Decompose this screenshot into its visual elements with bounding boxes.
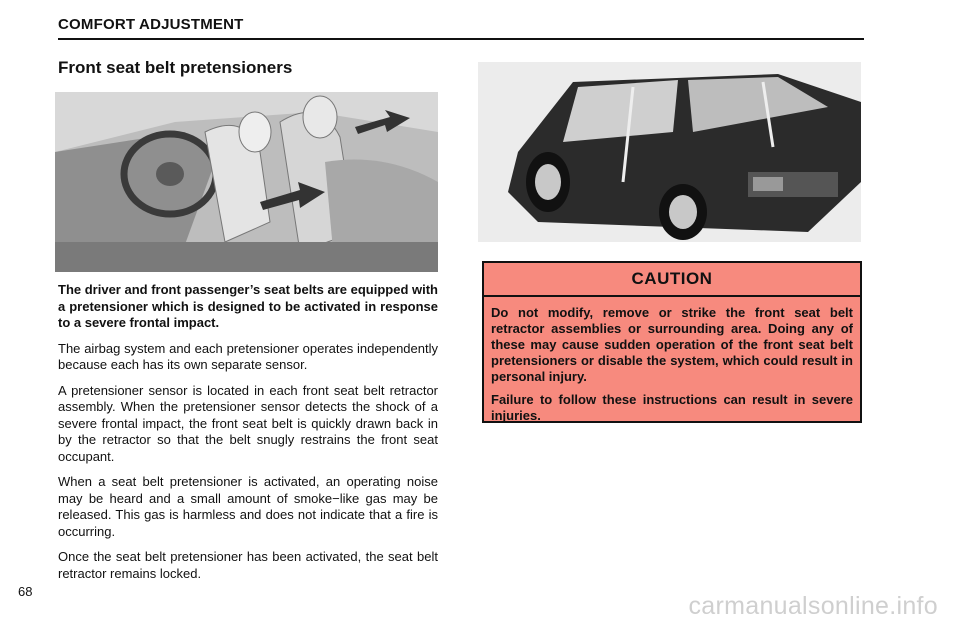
paragraph-activation-noise: When a seat belt pretensioner is activated, an operating noise may be heard and a small amount of smoke−like gas may be released. This gas is harmless and does not indicate that a fire is occurring.	[58, 474, 438, 539]
sedan-seatbelt-illustration	[478, 62, 861, 242]
caution-heading: CAUTION	[484, 263, 860, 297]
caution-body	[484, 297, 860, 424]
caution-box	[482, 261, 862, 423]
seat-occupants-illustration	[55, 92, 438, 272]
paragraph-airbag-independence: The airbag system and each pretensioner operates independently because each has its own separate sensor.	[58, 340, 438, 372]
body-text	[58, 282, 438, 591]
header-divider	[58, 38, 864, 40]
page-number: 68	[18, 584, 33, 599]
caution-paragraph-2: Failure to follow these instructions can result in severe injuries.	[491, 392, 853, 423]
page-title: Front seat belt pretensioners	[58, 58, 293, 77]
section-header: COMFORT ADJUSTMENT	[58, 16, 244, 33]
watermark: carmanualsonline.info	[688, 592, 938, 620]
paragraph-retractor-locked: Once the seat belt pretensioner has been activated, the seat belt retractor remains locked.	[58, 549, 438, 581]
caution-paragraph-1: Do not modify, remove or strike the front seat belt retractor assemblies or surrounding area. Doing any of these may cause sudden operation of the front seat belt pretensioners or disable the system, which could result in personal injury.	[491, 305, 853, 384]
lead-paragraph: The driver and front passenger’s seat belts are equipped with a pretensioner which is designed to be activated in response to a severe frontal impact.	[58, 282, 438, 330]
paragraph-sensor-location: A pretensioner sensor is located in each front seat belt retractor assembly. When the pretensioner sensor detects the shock of a severe frontal impact, the front seat belt is quickly drawn back in by the retractor so that the belt snugly restrains the front seat occupant.	[58, 382, 438, 464]
